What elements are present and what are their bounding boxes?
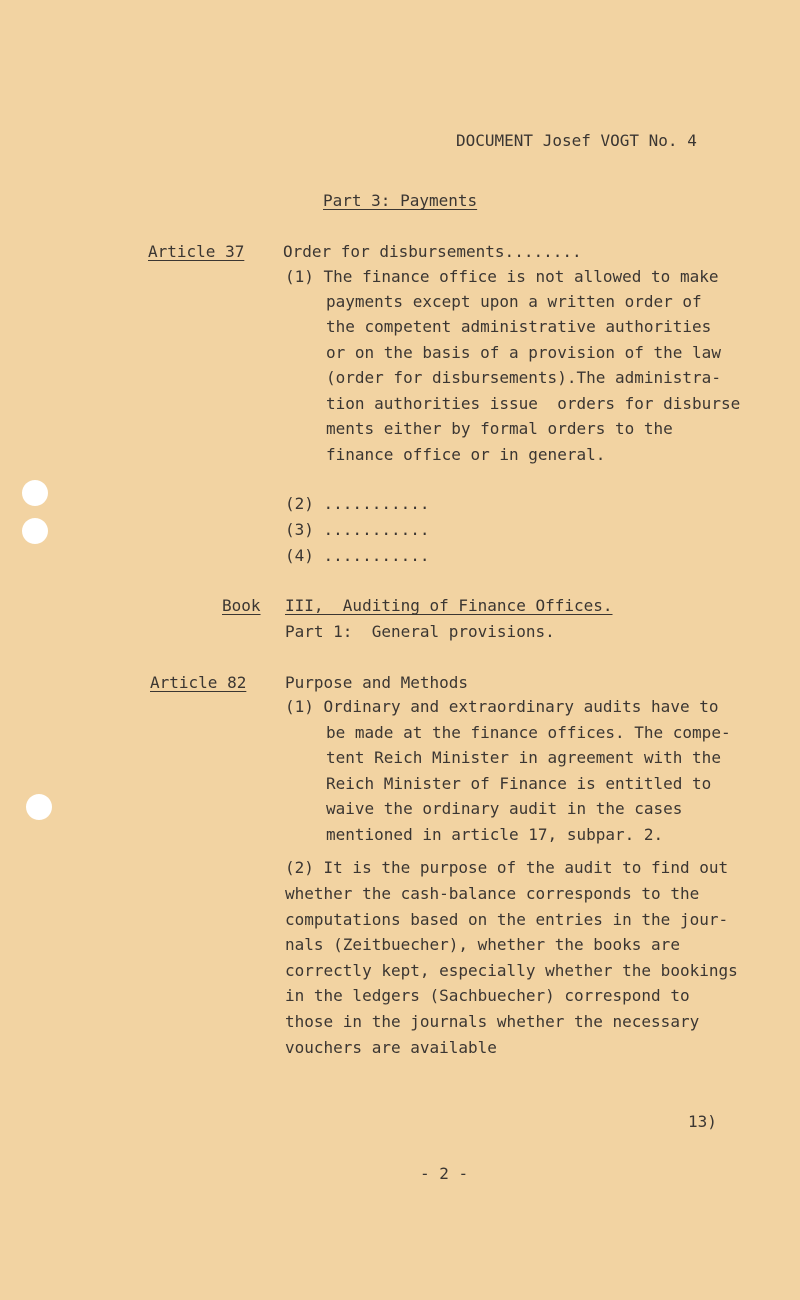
article-82-para2-line: nals (Zeitbuecher), whether the books are <box>285 935 680 954</box>
article-82-para2-line: vouchers are available <box>285 1038 497 1057</box>
article-82-para1-line: Reich Minister of Finance is entitled to <box>326 774 712 793</box>
punch-hole <box>22 480 48 506</box>
article-82-para2-line: those in the journals whether the necessary <box>285 1012 700 1031</box>
article-82-label: Article 82 <box>150 673 247 692</box>
article-82-para2-line: computations based on the entries in the jour- <box>285 910 729 929</box>
article-37-heading: Order for disbursements........ <box>283 242 582 261</box>
punch-hole <box>26 794 52 820</box>
article-82-para2-line: in the ledgers (Sachbuecher) correspond to <box>285 986 690 1005</box>
footnote-marker: 13) <box>688 1112 717 1131</box>
document-id: DOCUMENT Josef VOGT No. 4 <box>456 131 697 150</box>
article-82-heading: Purpose and Methods <box>285 673 469 692</box>
article-37-para1-line: finance office or in general. <box>326 445 606 464</box>
article-82-para2-line: (2) It is the purpose of the audit to find out <box>285 858 729 877</box>
article-37-para1-line: the competent administrative authorities <box>326 317 712 336</box>
article-37-para1-line: (1) The finance office is not allowed to make <box>285 267 719 286</box>
article-37-label: Article 37 <box>148 242 245 261</box>
article-37-para1-line: payments except upon a written order of <box>326 292 702 311</box>
omitted-paragraph: (2) ........... <box>285 494 430 513</box>
article-82-para1-line: tent Reich Minister in agreement with the <box>326 748 721 767</box>
article-37-para1-line: (order for disbursements).The administra- <box>326 368 721 387</box>
article-37-para1-line: tion authorities issue orders for disburse <box>326 394 741 413</box>
article-82-para1-line: waive the ordinary audit in the cases <box>326 799 683 818</box>
article-82-para2-line: correctly kept, especially whether the bookings <box>285 961 738 980</box>
part-1-title: Part 1: General provisions. <box>285 622 555 641</box>
book-3-title: III, Auditing of Finance Offices. <box>285 596 613 615</box>
punch-hole <box>22 518 48 544</box>
article-82-para1-line: be made at the finance offices. The compe- <box>326 723 731 742</box>
book-label: Book <box>222 596 261 615</box>
page-number: - 2 - <box>420 1164 469 1183</box>
part-3-title: Part 3: Payments <box>323 191 478 210</box>
article-82-para2-line: whether the cash-balance corresponds to the <box>285 884 700 903</box>
article-82-para1-line: mentioned in article 17, subpar. 2. <box>326 825 664 844</box>
article-37-para1-line: or on the basis of a provision of the law <box>326 343 721 362</box>
omitted-paragraph: (3) ........... <box>285 520 430 539</box>
article-37-para1-line: ments either by formal orders to the <box>326 419 673 438</box>
article-82-para1-line: (1) Ordinary and extraordinary audits have to <box>285 697 719 716</box>
omitted-paragraph: (4) ........... <box>285 546 430 565</box>
